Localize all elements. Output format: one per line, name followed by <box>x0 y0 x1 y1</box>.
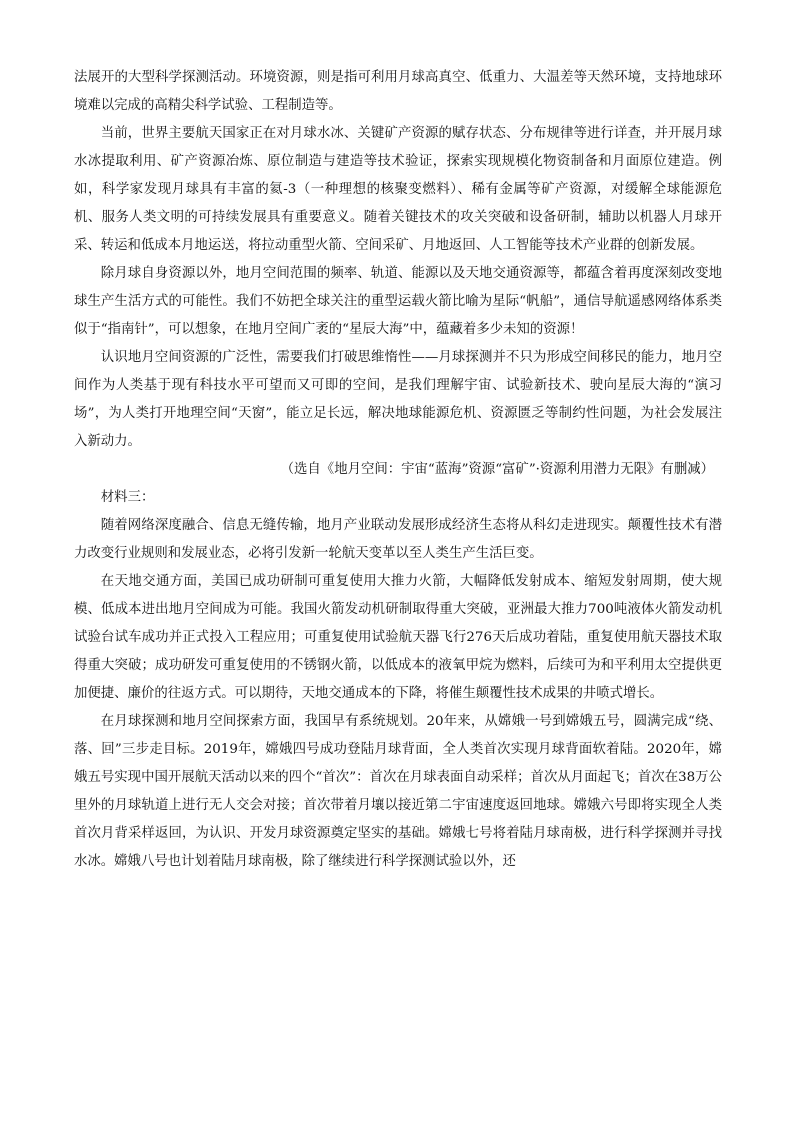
material-three-heading: 材料三： <box>100 490 155 505</box>
paragraph-understanding-space: 认识地月空间资源的广泛性，需要我们打破思维惰性——月球探测并不只为形成空间移民的能力，地月空间作为人类基于现有科技水平可望而又可即的空间，是我们理解宇宙、试验新技术、驶向星辰大海的“演习场”，为人类打开地理空间“天窗”，能立足长远，解决地球能源危机、资源匮乏等制约性问题，为社会发展注入新动力。 <box>74 350 722 449</box>
paragraph-lunar-exploration: 在月球探测和地月空间探索方面，我国早有系统规划。20年来，从嫦娥一号到嫦娥五号，圆满完成“绕、落、回”三步走目标。2019年，嫦娥四号成功登陆月球背面，全人类首次实现月球背面软着陆。2020年，嫦娥五号实现中国开展航天活动以来的四个“首次”：首次在月球表面自动采样；首次从月面起飞；首次在38万公里外的月球轨道上进行无人交会对接；首次带着月壤以接近第二宇宙速度返回地球。嫦娥六号即将实现全人类首次月背采样返回，为认识、开发月球资源奠定坚实的基础。嫦娥七号将着陆月球南极，进行科学探测并寻找水冰。嫦娥八号也计划着陆月球南极，除了继续进行科学探测试验以外，还 <box>74 714 722 869</box>
source-citation: （选自《地月空间：宇宙“蓝海”资源“富矿”·资源利用潜力无限》有删减） <box>280 462 714 477</box>
document-page <box>74 64 722 876</box>
paragraph-continuation: 法展开的大型科学探测活动。环境资源，则是指可利用月球高真空、低重力、大温差等天然环境，支持地球环境难以完成的高精尖科学试验、工程制造等。 <box>74 70 722 113</box>
paragraph-network-integration: 随着网络深度融合、信息无缝传输，地月产业联动发展形成经济生态将从科幻走进现实。颠覆性技术有潜力改变行业规则和发展业态，必将引发新一轮航天变革以至人类生产生活巨变。 <box>74 518 722 561</box>
paragraph-cislunar-resources: 除月球自身资源以外，地月空间范围的频率、轨道、能源以及天地交通资源等，都蕴含着再度深刻改变地球生产生活方式的可能性。我们不妨把全球关注的重型运载火箭比喻为星际“帆船”，通信导航遥感网络体系类似于“指南针”，可以想象，在地月空间广袤的“星辰大海”中，蕴藏着多少未知的资源！ <box>74 266 722 337</box>
paragraph-lunar-resources: 当前，世界主要航天国家正在对月球水冰、关键矿产资源的赋存状态、分布规律等进行详查，并开展月球水冰提取利用、矿产资源冶炼、原位制造与建造等技术验证，探索实现规模化物资制备和月面原位建造。例如，科学家发现月球具有丰富的氦-3（一种理想的核聚变燃料）、稀有金属等矿产资源，对缓解全球能源危机、服务人类文明的可持续发展具有重要意义。随着关键技术的攻关突破和设备研制，辅助以机器人月球开采、转运和低成本月地运送，将拉动重型火箭、空间采矿、月地返回、人工智能等技术产业群的创新发展。 <box>74 126 722 253</box>
paragraph-space-transport: 在天地交通方面，美国已成功研制可重复使用大推力火箭，大幅降低发射成本、缩短发射周期，使大规模、低成本进出地月空间成为可能。我国火箭发动机研制取得重大突破，亚洲最大推力700吨液体火箭发动机试验台试车成功并正式投入工程应用；可重复使用试验航天器飞行276天后成功着陆，重复使用航天器技术取得重大突破；成功研发可重复使用的不锈钢火箭，以低成本的液氧甲烷为燃料，后续可为和平利用太空提供更加便捷、廉价的往返方式。可以期待，天地交通成本的下降，将催生颠覆性技术成果的井喷式增长。 <box>74 574 722 701</box>
